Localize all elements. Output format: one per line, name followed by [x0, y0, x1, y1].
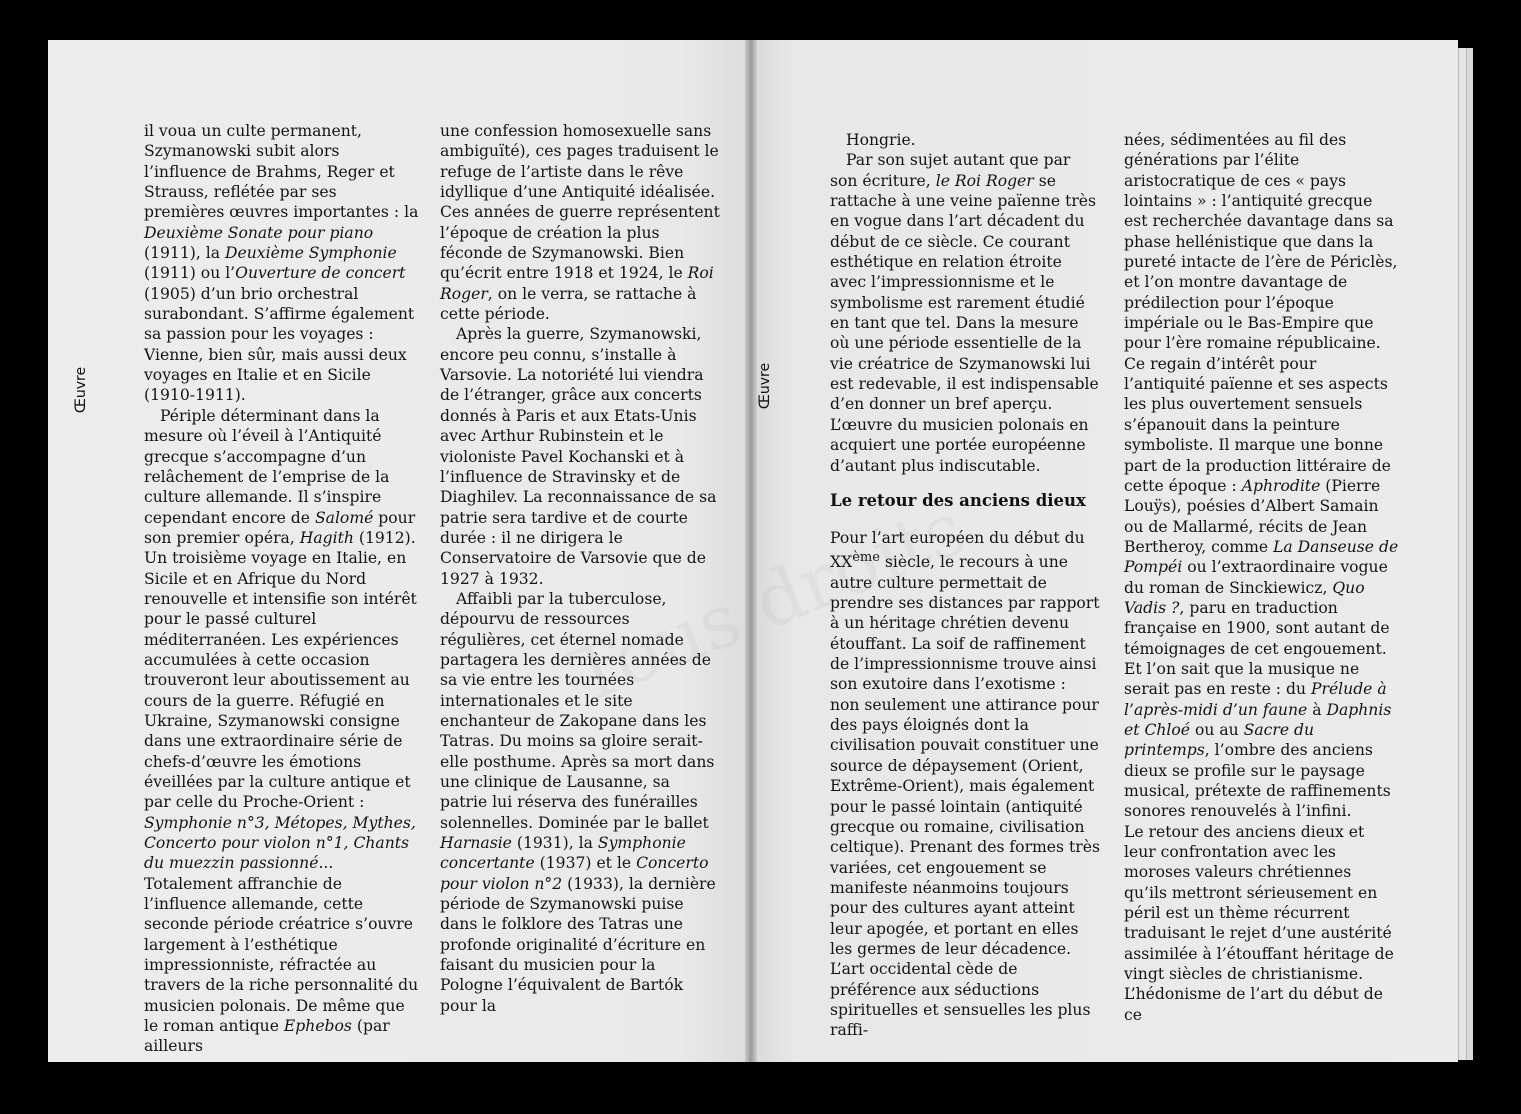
- paragraph: Hongrie.: [846, 131, 916, 149]
- right-column-2: [1124, 130, 1399, 1025]
- section-heading: Le retour des anciens dieux: [830, 490, 1086, 510]
- paragraph: Pour l’art européen du début du XXème siècle, le recours à une autre culture permettait de prendre ses distances par rapport à un héritage chrétien devenu étouffant. La soif de raffinement de l’impressionnisme trouve ainsi son exutoire dans l’exotisme : non seulement une attirance pour des pays éloignés dont la civilisation pouvait constituer une source de dépaysement (Orient, Extrême-Orient), mais également pour le passé lointain (antiquité grecque ou romaine, civilisation celtique). Prenant des formes très variées, cet engouement se manifeste néanmoins toujours pour des cultures ayant atteint leur apogée, et portant en elles les germes de leur décadence. L’art occidental cède de préférence aux séductions spirituelles et sensuelles les plus raffi-: [830, 528, 1100, 1040]
- running-head-left: Œuvre: [73, 366, 90, 414]
- left-column-2: [440, 121, 720, 1016]
- paragraph: Affaibli par la tuberculose, dépourvu de ressources régulières, cet éternel nomade partagera les dernières années de sa vie entre les tournées internationales et le site enchanteur de Zakopane dans les Tatras. Du moins sa gloire serait-elle posthume. Après sa mort dans une clinique de Lausanne, sa patrie lui réserva des funérailles solennelles. Dominée par le ballet Harnasie (1931), la Symphonie concertante (1937) et le Concerto pour violon n°2 (1933), la dernière période de Szymanowski puise dans le folklore des Tatras une profonde originalité d’écriture en faisant du musicien pour la Pologne l’équivalent de Bartók pour la: [440, 589, 716, 1015]
- paragraph: Périple déterminant dans la mesure où l’éveil à l’Antiquité grecque s’accompagne d’un relâchement de l’emprise de la culture allemande. Il s’inspire cependant encore de Salomé pour son premier opéra, Hagith (1912). Un troisième voyage en Italie, en Sicile et en Afrique du Nord renouvelle et intensifie son intérêt pour le passé culturel méditerranéen. Les expériences accumulées à cette occasion trouveront leur aboutissement au cours de la guerre. Réfugié en Ukraine, Szymanowski consigne dans une extraordinaire série de chefs-d’œuvre les émotions éveillées par la culture antique et par celle du Proche-Orient : Symphonie n°3, Métopes, Mythes, Concerto pour violon n°1, Chants du muezzin passionné... Totalement affranchie de l’influence allemande, cette seconde période créatrice s’ouvre largement à l’esthétique impressionniste, réfractée au travers de la riche personnalité du musicien polonais. De même que le roman antique Ephebos (par ailleurs: [144, 406, 419, 1056]
- paragraph: nées, sédimentées au fil des générations par l’élite aristocratique de ces « pays lointains » : l’antiquité grecque est recherchée davantage dans sa phase hellénistique que dans la pureté intacte de l’ère de Périclès, et l’on montre davantage de prédilection pour l’époque impériale ou le Bas-Empire que pour l’ère romaine républicaine. Ce regain d’intérêt pour l’antiquité païenne et ses aspects les plus ouvertement sensuels s’épanouit dans la peinture symboliste. Il marque une bonne part de la production littéraire de cette époque : Aphrodite (Pierre Louÿs), poésies d’Albert Samain ou de Mallarmé, récits de Jean Bertheroy, comme La Danseuse de Pompéi ou l’extraordinaire vogue du roman de Sinckiewicz, Quo Vadis ?, paru en traduction française en 1900, sont autant de témoignages de cet engouement. Et l’on sait que la musique ne serait pas en reste : du Prélude à l’après-midi d’un faune à Daphnis et Chloé ou au Sacre du printemps, l’ombre des anciens dieux se profile sur le paysage musical, prétexte de raffinements sonores renouvelés à l’infini.: [1124, 131, 1399, 821]
- right-column-1: [830, 130, 1100, 1041]
- paragraph: Après la guerre, Szymanowski, encore peu connu, s’installe à Varsovie. La notoriété lui viendra de l’étranger, grâce aux concerts donnés à Paris et aux Etats-Unis avec Arthur Rubinstein et le violoniste Pavel Kochanski et à l’influence de Stravinsky et de Diaghilev. La reconnaissance de sa patrie sera tardive et de courte durée : il ne dirigera le Conservatoire de Varsovie que de 1927 à 1932.: [440, 325, 717, 588]
- paragraph: Par son sujet autant que par son écriture, le Roi Roger se rattache à une veine païenne très en vogue dans l’art décadent du début de ce siècle. Ce courant esthétique en relation étroite avec l’impressionnisme et le symbolisme est rarement étudié en tant que tel. Dans la mesure où une période essentielle de la vie créatrice de Szymanowski lui est redevable, il est indispensable d’en donner un bref aperçu. L’œuvre du musicien polonais en acquiert une portée européenne d’autant plus indiscutable.: [830, 151, 1099, 475]
- book-gutter: [745, 40, 757, 1062]
- left-column-1: [144, 121, 419, 1057]
- paragraph: il voua un culte permanent, Szymanowski subit alors l’influence de Brahms, Reger et Strauss, reflétée par ses premières œuvres importantes : la Deuxième Sonate pour piano (1911), la Deuxième Symphonie (1911) ou l’Ouverture de concert (1905) d’un brio orchestral surabondant. S’affirme également sa passion pour les voyages : Vienne, bien sûr, mais aussi deux voyages en Italie et en Sicile (1910-1911).: [144, 122, 419, 405]
- page-edge: [1466, 48, 1473, 1060]
- running-head-right: Œuvre: [757, 362, 774, 410]
- paragraph: Le retour des anciens dieux et leur confrontation avec les moroses valeurs chrétiennes qu’ils mettront sérieusement en péril est un thème récurrent traduisant le rejet d’une austérité assimilée à l’étouffant héritage de vingt siècles de christianisme. L’hédonisme de l’art du début de ce: [1124, 822, 1394, 1024]
- paragraph: une confession homosexuelle sans ambiguïté), ces pages traduisent le refuge de l’artiste dans le rêve idyllique d’une Antiquité idéalisée. Ces années de guerre représentent l’époque de création la plus féconde de Szymanowski. Bien qu’écrit entre 1918 et 1924, le Roi Roger, on le verra, se rattache à cette période.: [440, 122, 720, 324]
